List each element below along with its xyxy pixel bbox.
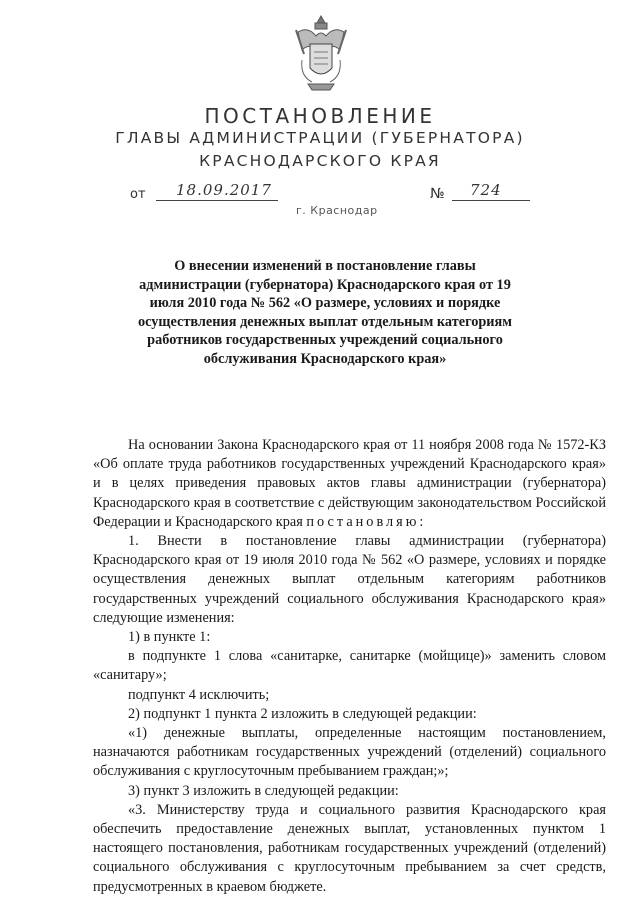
paragraph-subitem-3: 3) пункт 3 изложить в следующей редакции:	[128, 782, 399, 799]
paragraph-subitem-2: 2) подпункт 1 пункта 2 изложить в следующей редакции:	[128, 705, 477, 722]
paragraph-subitem-1: 1) в пункте 1:	[128, 629, 211, 646]
paragraph-basis-text: На основании Закона Краснодарского края от 11 ноября 2008 года № 1572-КЗ «Об оплате труда работников государственных учреждений Краснодарского края» и в целях приведения правовых актов главы администрации (губернатора) Краснодарского края в соответствие с действующим законодательством Российской Федерации и Краснодарского края	[93, 437, 606, 530]
number-label: №	[430, 186, 445, 202]
document-title: О внесении изменений в постановление главы администрации (губернатора) Краснодарского края от 19 июля 2010 года № 562 «О размере, условиях и порядке осуществления денежных выплат отдельным категориям работников государственных учреждений социального обслуживания Краснодарского края»	[137, 258, 513, 367]
coat-of-arms-emblem	[290, 10, 352, 94]
date-underline	[156, 200, 278, 201]
date-label: от	[130, 187, 146, 202]
issuer-heading: ГЛАВЫ АДМИНИСТРАЦИИ (ГУБЕРНАТОРА)	[115, 129, 525, 147]
date-value: 18.09.2017	[176, 181, 272, 199]
decree-word: постановляю:	[306, 513, 427, 530]
number-value: 724	[470, 181, 502, 199]
paragraph-subitem-3-text: «3. Министерству труда и социального развития Краснодарского края обеспечить предоставление денежных выплат, установленных пунктом 1 настоящего постановления, работникам государственных учреждений (отделений) социального обслуживания с круглосуточным пребыванием за счет средств, предусмотренных в краевом бюджете.	[93, 801, 606, 895]
paragraph-subitem-1-b: подпункт 4 исключить;	[128, 686, 270, 703]
number-underline	[452, 200, 530, 201]
document-body	[93, 436, 606, 897]
paragraph-item-1: 1. Внести в постановление главы администрации (губернатора) Краснодарского края от 19 июля 2010 года № 562 «О размере, условиях и порядке осуществления денежных выплат отдельным категориям работников государственных учреждений социального обслуживания Краснодарского края» следующие изменения:	[93, 533, 606, 626]
paragraph-subitem-1-a: в подпункте 1 слова «санитарке, санитарке (мойщице)» заменить словом «санитару»;	[93, 648, 606, 684]
region-heading: КРАСНОДАРСКОГО КРАЯ	[199, 152, 441, 170]
city-label: г. Краснодар	[296, 204, 378, 217]
paragraph-basis	[93, 436, 606, 532]
document-type-heading: ПОСТАНОВЛЕНИЕ	[204, 104, 436, 128]
paragraph-subitem-2-text: «1) денежные выплаты, определенные настоящим постановлением, назначаются работникам государственных учреждений (отделений) социального обслуживания с круглосуточным пребыванием граждан;»;	[93, 725, 606, 780]
